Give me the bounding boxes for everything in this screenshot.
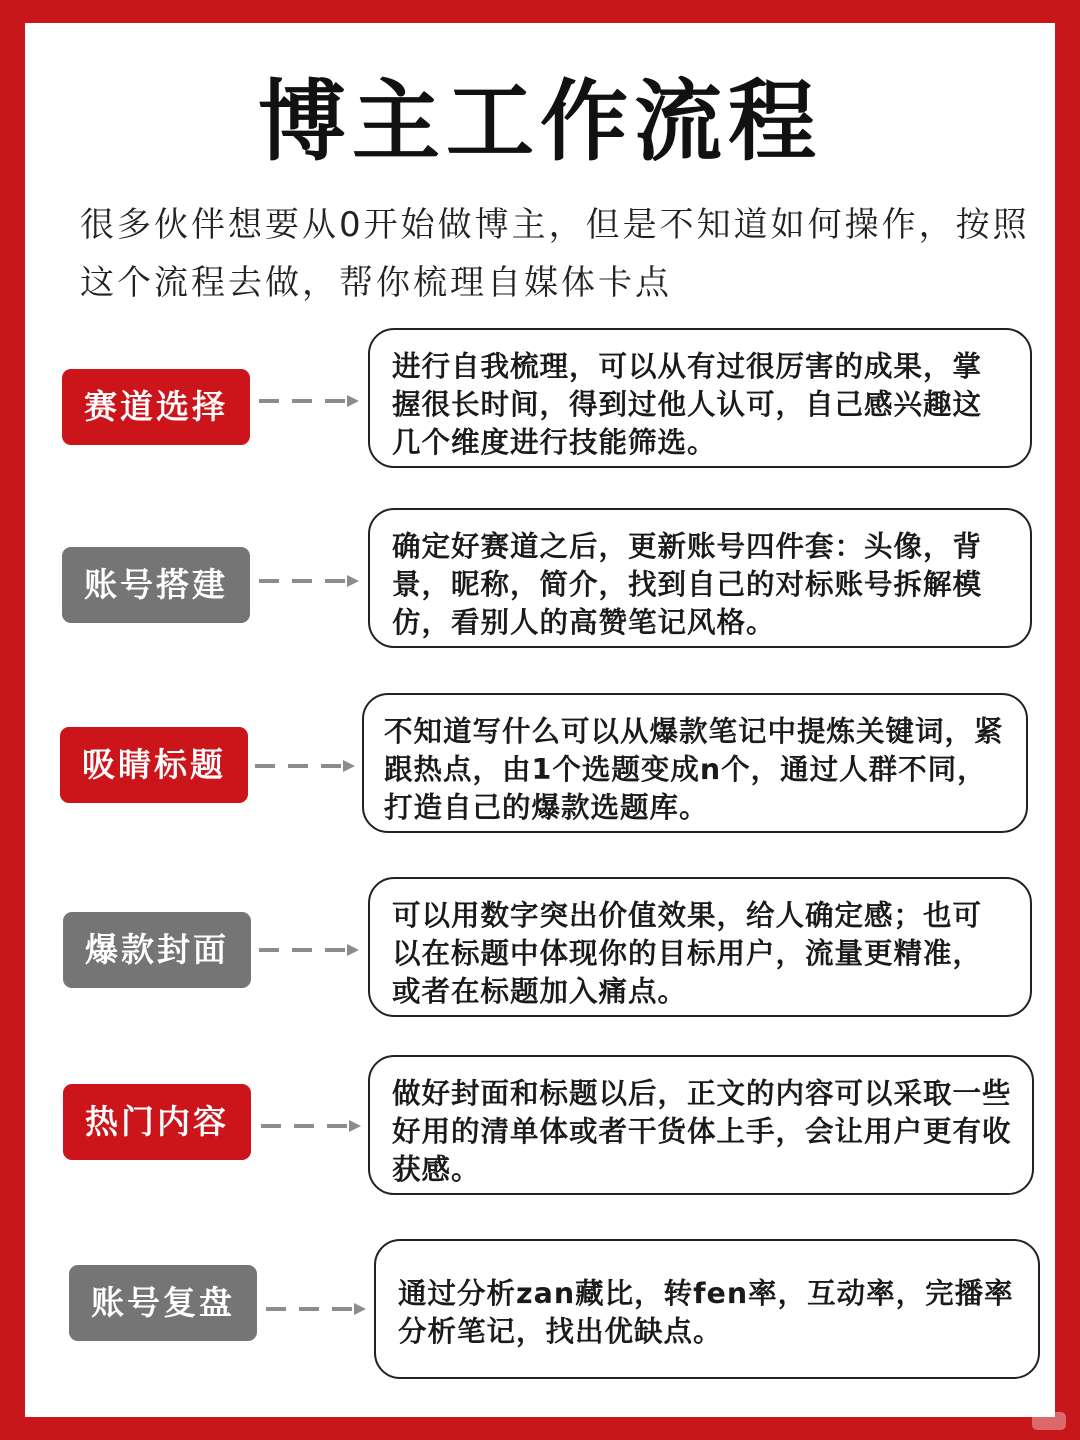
step-label-catchy-title: 吸睛标题 — [60, 727, 248, 803]
step-description: 确定好赛道之后，更新账号四件套：头像，背景，昵称，简介，找到自己的对标账号拆解模仿，看别人的高赞笔记风格。 — [368, 508, 1032, 648]
step-description: 做好封面和标题以后，正文的内容可以采取一些好用的清单体或者干货体上手，会让用户更有收获感。 — [368, 1055, 1034, 1195]
dashed-arrow-icon — [259, 1119, 363, 1133]
dashed-arrow-icon — [264, 1302, 368, 1316]
dashed-arrow-icon — [257, 394, 361, 408]
step-2 — [0, 508, 1080, 658]
step-label-account-setup: 账号搭建 — [62, 547, 250, 623]
dashed-arrow-icon — [257, 574, 361, 588]
intro-text: 很多伙伴想要从0开始做博主，但是不知道如何操作，按照这个流程去做，帮你梳理自媒体卡点 — [80, 205, 1030, 303]
step-description: 进行自我梳理，可以从有过很厉害的成果，掌握很长时间，得到过他人认可，自己感兴趣这几个维度进行技能筛选。 — [368, 328, 1032, 468]
step-description: 不知道写什么可以从爆款笔记中提炼关键词，紧跟热点，由1个选题变成n个，通过人群不同，打造自己的爆款选题库。 — [362, 693, 1028, 833]
dashed-arrow-icon — [257, 943, 361, 957]
step-label-hot-content: 热门内容 — [63, 1084, 251, 1160]
dashed-arrow-icon — [253, 759, 357, 773]
step-6 — [0, 1239, 1080, 1389]
step-description: 通过分析zan藏比，转fen率，互动率，完播率分析笔记，找出优缺点。 — [374, 1239, 1040, 1379]
step-3 — [0, 693, 1080, 843]
step-1 — [0, 328, 1080, 478]
watermark-badge — [1032, 1412, 1066, 1430]
step-4 — [0, 877, 1080, 1027]
step-label-track-selection: 赛道选择 — [62, 369, 250, 445]
page-title: 博主工作流程 — [257, 70, 822, 173]
step-label-account-review: 账号复盘 — [69, 1265, 257, 1341]
step-5 — [0, 1055, 1080, 1205]
step-description: 可以用数字突出价值效果，给人确定感；也可以在标题中体现你的目标用户，流量更精准，或者在标题加入痛点。 — [368, 877, 1032, 1017]
step-label-viral-cover: 爆款封面 — [63, 912, 251, 988]
